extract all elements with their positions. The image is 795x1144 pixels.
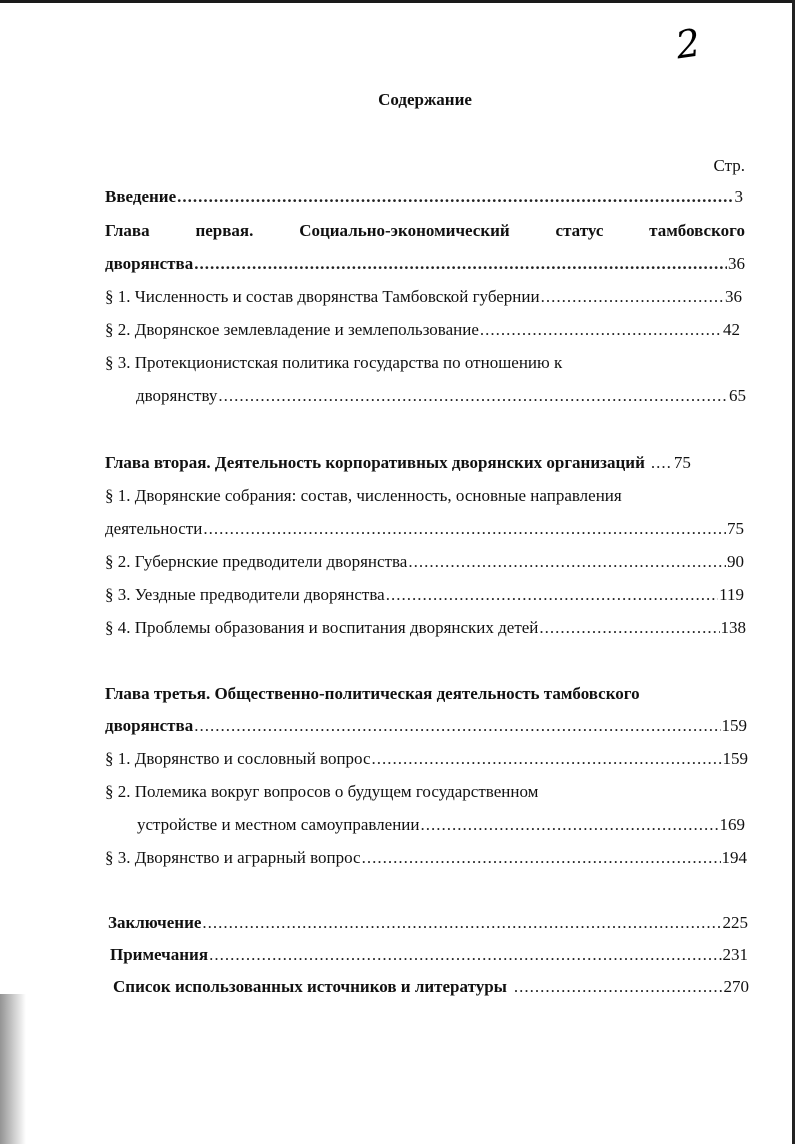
toc-label: дворянства bbox=[105, 716, 194, 735]
toc-label: Глава вторая. Деятельность корпоративных дворянских организаций bbox=[105, 453, 645, 472]
toc-page: 90 bbox=[727, 552, 744, 571]
toc-leader bbox=[514, 977, 723, 997]
toc-label: Список использованных источников и литературы bbox=[113, 977, 507, 996]
toc-chapter3-line1: Глава третья. Общественно-политическая деятельность тамбовского bbox=[105, 684, 640, 703]
toc-leader bbox=[539, 618, 719, 638]
toc-leader bbox=[203, 519, 726, 539]
toc-page: 36 bbox=[725, 287, 742, 306]
toc-page: 231 bbox=[722, 945, 748, 964]
toc-entry-conclusion bbox=[108, 913, 748, 935]
toc-ch1-item2 bbox=[105, 320, 740, 342]
toc-leader bbox=[541, 287, 724, 307]
toc-ch1-item3-line1: § 3. Протекционистская политика государства по отношению к bbox=[105, 353, 563, 372]
toc-page: 159 bbox=[722, 749, 748, 768]
toc-label: Заключение bbox=[108, 913, 202, 932]
toc-leader bbox=[372, 749, 722, 769]
scan-shadow bbox=[0, 994, 26, 1144]
toc-word: Глава bbox=[105, 221, 150, 240]
toc-leader bbox=[209, 945, 721, 965]
toc-word: Социально-экономический bbox=[299, 221, 510, 240]
toc-label: деятельности bbox=[105, 519, 203, 538]
toc-leader bbox=[651, 453, 673, 473]
toc-word: статус bbox=[555, 221, 604, 240]
toc-chapter3-line2 bbox=[105, 716, 747, 738]
toc-word: первая. bbox=[195, 221, 254, 240]
toc-label: § 1. Дворянство и сословный вопрос bbox=[105, 749, 371, 768]
toc-ch2-item4 bbox=[105, 618, 746, 640]
toc-word: тамбовского bbox=[649, 221, 745, 240]
toc-ch3-item2-line2 bbox=[137, 815, 745, 837]
toc-ch3-item1 bbox=[105, 749, 748, 771]
toc-label: § 1. Численность и состав дворянства Тамбовской губернии bbox=[105, 287, 540, 306]
toc-entry-notes bbox=[110, 945, 748, 967]
toc-ch1-item1 bbox=[105, 287, 742, 309]
toc-ch3-item3 bbox=[105, 848, 747, 870]
toc-page: 75 bbox=[727, 519, 744, 538]
toc-leader bbox=[386, 585, 718, 605]
toc-entry-intro bbox=[105, 187, 743, 209]
toc-label: дворянства bbox=[105, 254, 194, 273]
toc-leader bbox=[218, 386, 728, 406]
toc-page: 36 bbox=[728, 254, 745, 273]
toc-leader bbox=[480, 320, 722, 340]
toc-page: 75 bbox=[673, 453, 691, 472]
toc-page: 3 bbox=[734, 187, 743, 206]
toc-ch3-item2-line1: § 2. Полемика вокруг вопросов о будущем государственном bbox=[105, 782, 539, 801]
toc-leader bbox=[408, 552, 726, 572]
toc-label: § 4. Проблемы образования и воспитания дворянских детей bbox=[105, 618, 539, 637]
toc-leader bbox=[194, 254, 727, 274]
toc-chapter2 bbox=[105, 453, 744, 475]
toc-page: 159 bbox=[721, 716, 747, 735]
toc-page: 194 bbox=[721, 848, 747, 867]
scan-edge-top bbox=[0, 0, 795, 3]
toc-label: Примечания bbox=[110, 945, 209, 964]
toc-chapter1-line1 bbox=[105, 221, 745, 241]
toc-leader bbox=[194, 716, 720, 736]
toc-ch2-item1-line2 bbox=[105, 519, 744, 541]
toc-chapter1-line2 bbox=[105, 254, 745, 276]
page-title: Содержание bbox=[378, 90, 472, 109]
toc-leader bbox=[420, 815, 718, 835]
toc-label: устройстве и местном самоуправлении bbox=[137, 815, 420, 834]
toc-label: § 2. Губернские предводители дворянства bbox=[105, 552, 408, 571]
toc-page: 119 bbox=[719, 585, 744, 604]
toc-leader bbox=[177, 187, 733, 207]
toc-entry-sources bbox=[113, 977, 749, 999]
toc-label: дворянству bbox=[136, 386, 218, 405]
toc-leader bbox=[362, 848, 721, 868]
toc-ch2-item3 bbox=[105, 585, 744, 607]
toc-label: § 3. Дворянство и аграрный вопрос bbox=[105, 848, 361, 867]
toc-label: § 3. Уездные предводители дворянства bbox=[105, 585, 385, 604]
toc-page: 169 bbox=[719, 815, 745, 834]
toc-label: Введение bbox=[105, 187, 177, 206]
toc-page: 270 bbox=[723, 977, 749, 996]
toc-leader bbox=[202, 913, 721, 933]
toc-page: 42 bbox=[723, 320, 740, 339]
toc-page: 138 bbox=[720, 618, 746, 637]
toc-page: 225 bbox=[722, 913, 748, 932]
page-column-label: Стр. bbox=[713, 156, 745, 175]
toc-ch2-item2 bbox=[105, 552, 744, 574]
toc-label: § 2. Дворянское землевладение и землепользование bbox=[105, 320, 479, 339]
handwritten-page-number: 2 bbox=[673, 20, 704, 68]
toc-ch1-item3-line2 bbox=[136, 386, 746, 408]
toc-ch2-item1-line1: § 1. Дворянские собрания: состав, численность, основные направления bbox=[105, 486, 622, 505]
toc-page: 65 bbox=[729, 386, 746, 405]
